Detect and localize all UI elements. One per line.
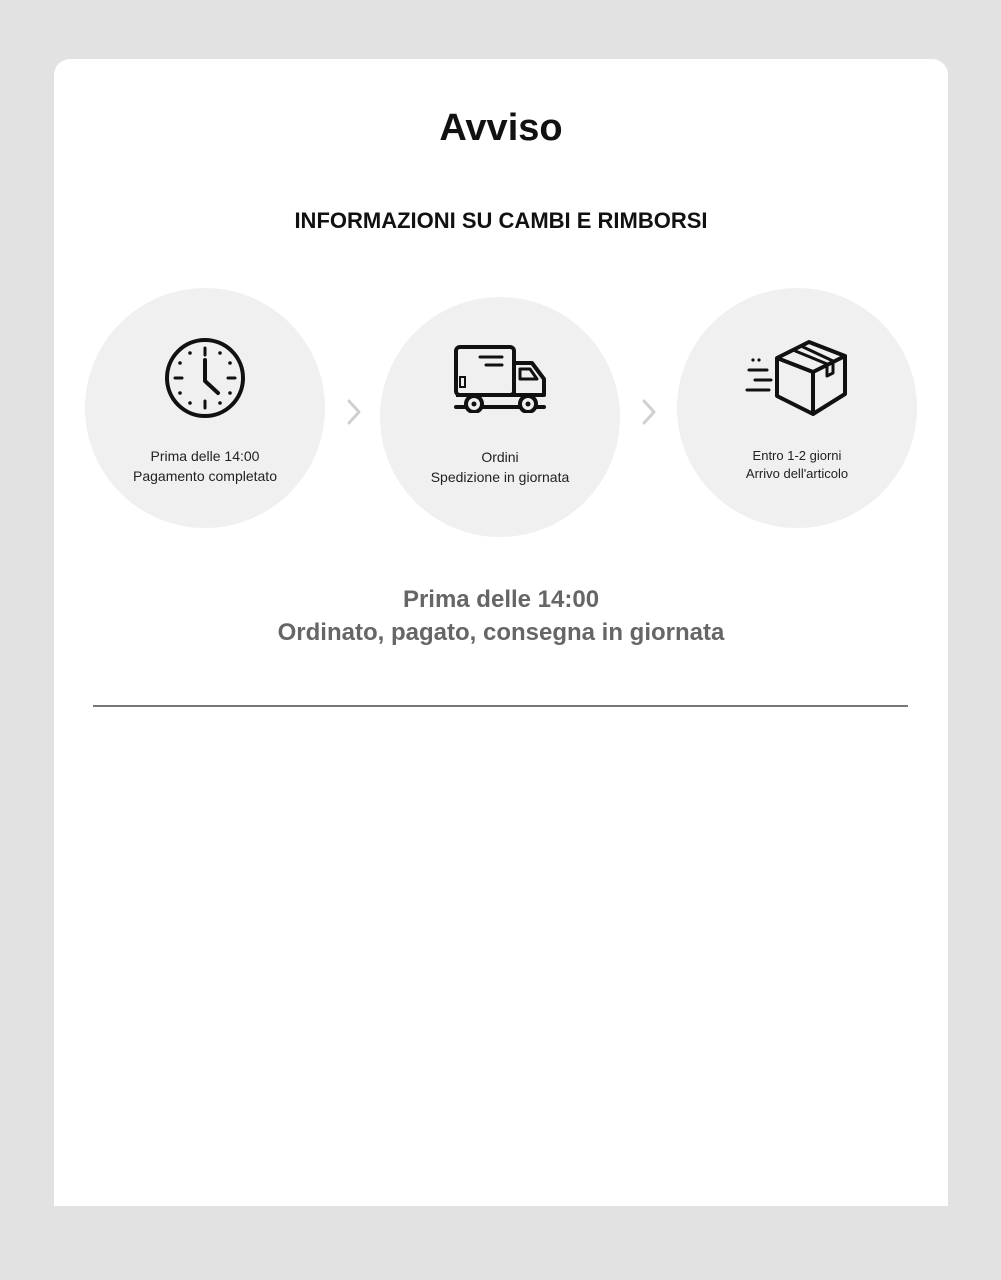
chevron-right-icon [641,398,657,426]
divider [93,705,908,707]
step-arrival [677,288,917,528]
modal-title: Avviso [439,107,563,149]
delivery-truck-icon [452,341,548,413]
step-shipping [380,297,620,537]
step-line-2: Spedizione in giornata [430,469,570,485]
summary-line-1: Prima delle 14:00 [402,586,600,613]
step-line-1: Prima delle 14:00 [150,448,260,464]
notice-modal [54,59,948,1206]
step-line-2: Pagamento completato [133,468,277,484]
step-payment [85,288,325,528]
step-line-2: Arrivo dell'articolo [745,466,849,481]
step-line-1: Ordini [481,449,519,465]
delivery-summary [54,583,948,649]
modal-subtitle: INFORMAZIONI SU CAMBI E RIMBORSI [294,208,708,233]
summary-line-2: Ordinato, pagato, consegna in giornata [277,619,725,646]
chevron-right-icon [346,398,362,426]
step-line-1: Entro 1-2 giorni [752,448,842,463]
clock-icon [163,336,247,420]
fast-package-icon [745,336,849,420]
